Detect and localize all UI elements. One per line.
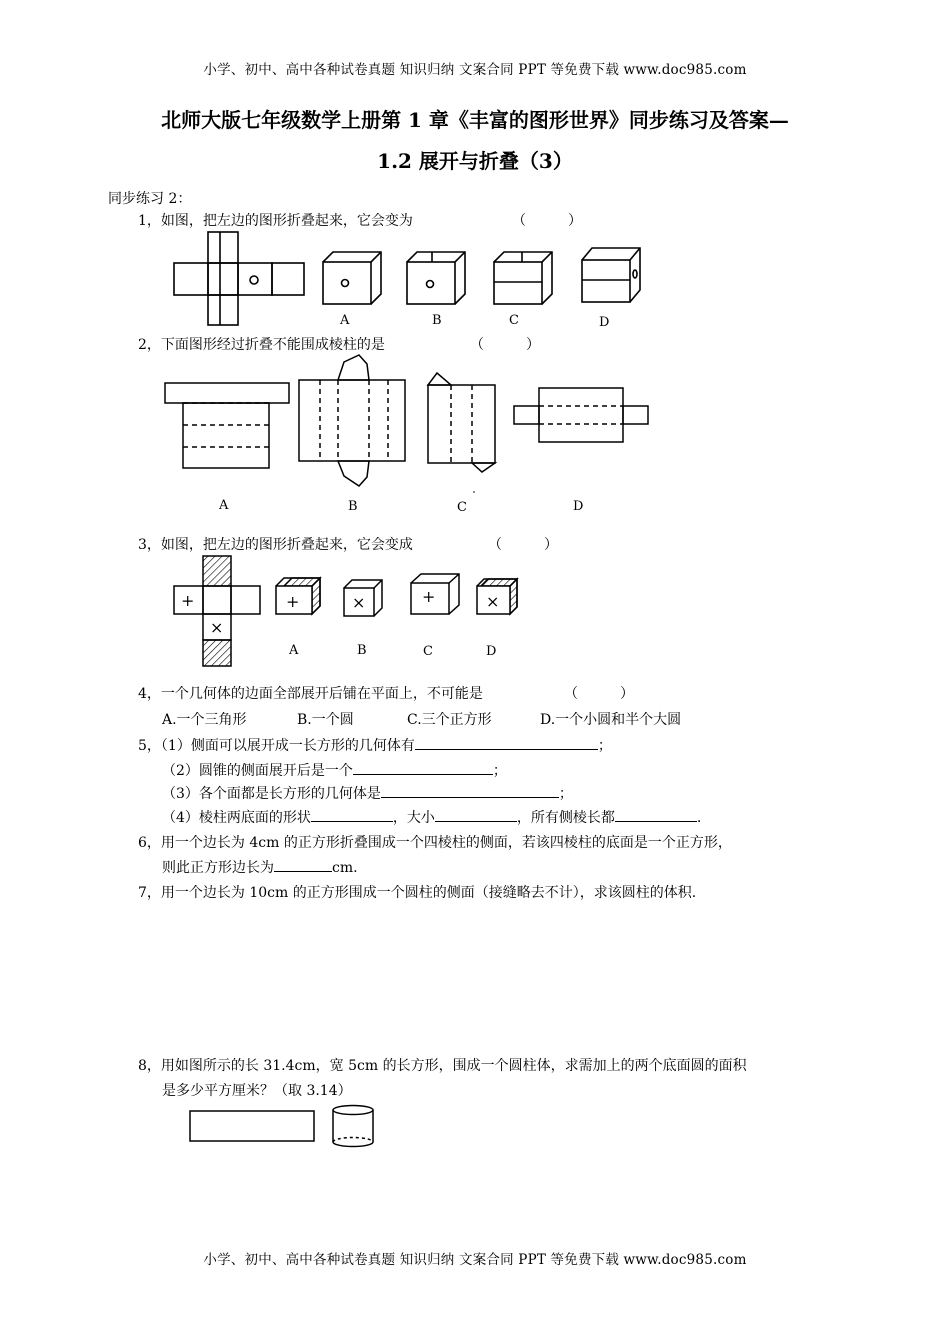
title-line-1: 北师大版七年级数学上册第 1 章《丰富的图形世界》同步练习及答案—: [161, 108, 789, 132]
q6-line-1: 6，用一个边长为 4cm 的正方形折叠围成一个四棱柱的侧面，若该四棱柱的底面是一个正方形，: [138, 835, 732, 851]
q8-line-1: 8，用如图所示的长 31.4cm，宽 5cm 的长方形，围成一个圆柱体，求需加上的两个底面圆的面积: [138, 1058, 747, 1074]
q5-line-4b: ，大小: [392, 810, 435, 826]
q2-label-c: C: [457, 500, 467, 515]
q5-line-1-text: 5，（1）侧面可以展开成一长方形的几何体有: [138, 738, 415, 754]
q3-answer-paren: （ ）: [488, 537, 558, 553]
q2-text: 2，下面图形经过折叠不能围成棱柱的是: [138, 337, 385, 353]
q5-line-4c: ，所有侧棱长都: [516, 810, 615, 826]
q5-line-4-end: .: [696, 810, 702, 826]
q3-net-cross-mark: ×: [210, 618, 224, 637]
title-line-2: 1.2 展开与折叠（3）: [377, 149, 573, 173]
page-footer: 小学、初中、高中各种试卷真题 知识归纳 文案合同 PPT 等免费下载 www.doc985.com: [203, 1252, 747, 1268]
q1-label-c: C: [509, 313, 519, 328]
q3-label-b: B: [357, 643, 367, 658]
q4-option-c: C.三个正方形: [407, 712, 492, 728]
q4-option-d: D.一个小圆和半个大圆: [540, 712, 682, 728]
q6-line-2b: cm.: [332, 860, 358, 876]
q3-cube-b-cross: ×: [352, 593, 366, 612]
q4-text: 4，一个几何体的边面全部展开后铺在平面上，不可能是: [138, 686, 483, 702]
q1-label-d: D: [599, 315, 610, 330]
q3-cube-a-plus: +: [286, 592, 300, 611]
q5-line-3-end: ；: [558, 786, 573, 802]
q2-label-b: B: [348, 499, 358, 514]
q7-text: 7，用一个边长为 10cm 的正方形围成一个圆柱的侧面（接缝略去不计），求该圆柱的体积.: [138, 885, 697, 901]
q1-text: 1，如图，把左边的图形折叠起来，它会变为: [138, 213, 413, 229]
q3-text: 3，如图，把左边的图形折叠起来，它会变成: [138, 537, 413, 553]
q4-option-a: A.一个三角形: [162, 712, 247, 728]
page-header: 小学、初中、高中各种试卷真题 知识归纳 文案合同 PPT 等免费下载 www.doc985.com: [203, 62, 747, 78]
q4-option-b: B.一个圆: [297, 712, 354, 728]
q5-line-2-end: ；: [492, 763, 507, 779]
q3-net-plus-mark: +: [181, 591, 195, 610]
q8-line-2: 是多少平方厘米？（取 3.14）: [162, 1083, 352, 1099]
q2-answer-paren: （ ）: [470, 337, 540, 353]
q1-answer-paren: （ ）: [512, 213, 582, 229]
q1-label-a: A: [340, 313, 350, 328]
q8-cylinder-bottom: [333, 1142, 373, 1147]
q2-label-a: A: [219, 498, 229, 513]
section-label: 同步练习 2：: [108, 191, 192, 207]
q5-line-1-end: ；: [597, 738, 612, 754]
q3-label-c: C: [423, 644, 433, 659]
q6-line-2a: 则此正方形边长为: [162, 860, 274, 876]
q4-answer-paren: （ ）: [564, 686, 634, 702]
q8-rectangle: [190, 1111, 314, 1141]
q8-cylinder-top: [333, 1106, 373, 1115]
q5-line-3-text: （3）各个面都是长方形的几何体是: [162, 786, 381, 802]
q3-cube-d-cross: ×: [486, 592, 500, 611]
q3-label-a: A: [289, 643, 299, 658]
q5-line-2-text: （2）圆锥的侧面展开后是一个: [162, 763, 353, 779]
q5-line-4a: （4）棱柱两底面的形状: [162, 810, 311, 826]
q3-label-d: D: [486, 644, 497, 659]
q1-label-b: B: [432, 313, 442, 328]
q2-label-d: D: [573, 499, 584, 514]
q3-cube-c-plus: +: [422, 587, 436, 606]
